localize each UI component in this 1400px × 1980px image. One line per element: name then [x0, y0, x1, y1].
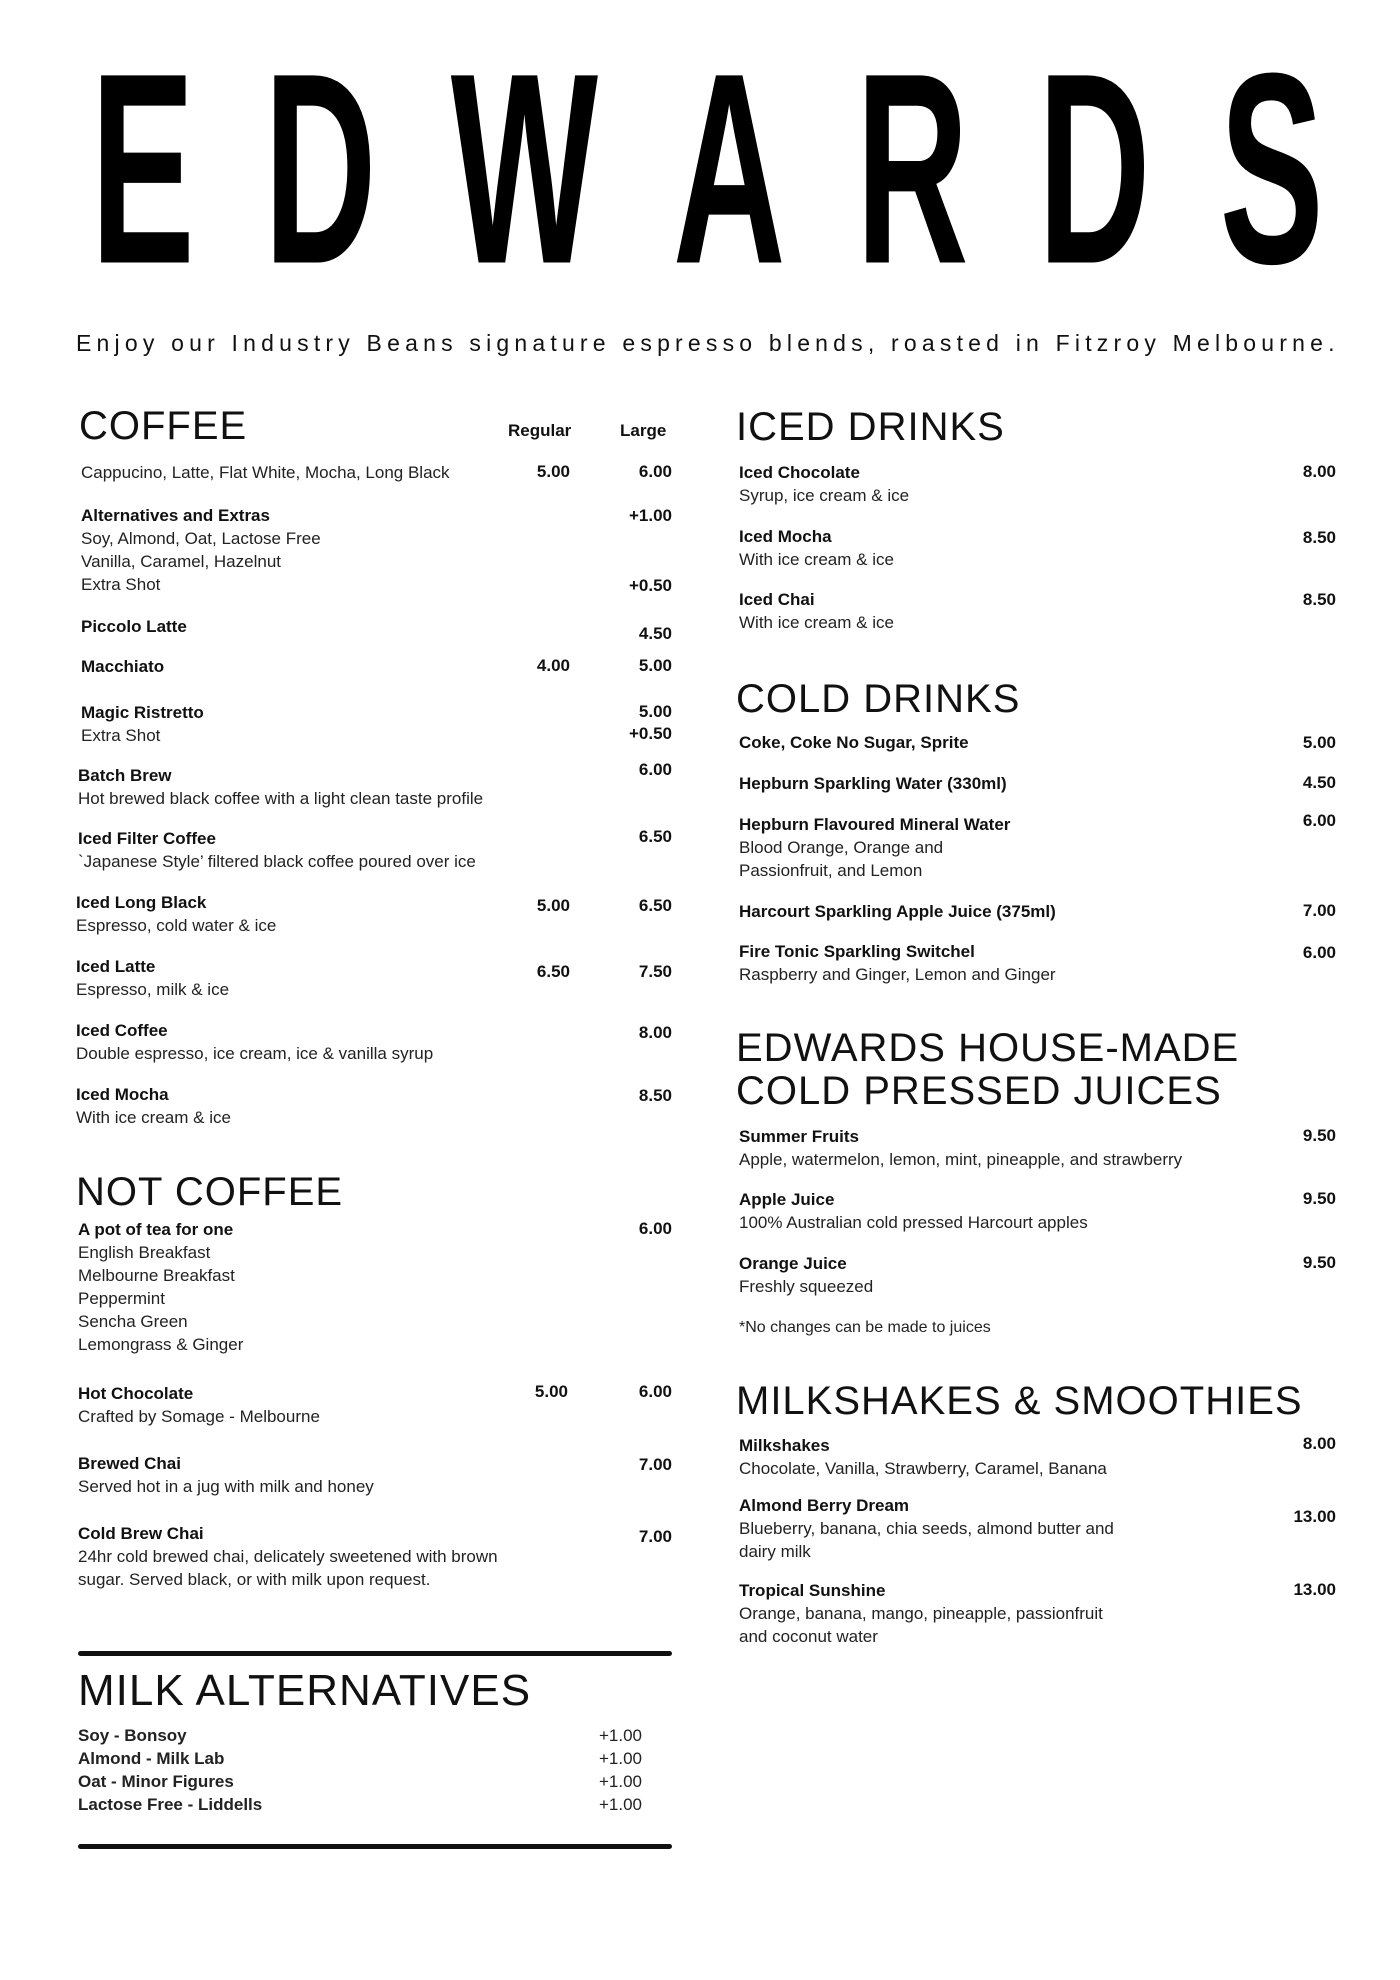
milkshakes-title: MILKSHAKES & SMOOTHIES: [736, 1379, 1303, 1423]
menu-item: [76, 1019, 433, 1065]
menu-item: [739, 461, 909, 507]
item-name: Hot Chocolate: [78, 1384, 194, 1403]
item-desc: Syrup, ice cream & ice: [739, 486, 910, 505]
item-desc: Hot brewed black coffee with a light clean taste profile: [78, 789, 484, 808]
item-name: Hepburn Sparkling Water (330ml): [739, 774, 1007, 793]
menu-item: [78, 1724, 262, 1816]
item-desc: Lemongrass & Ginger: [78, 1335, 244, 1354]
menu-item: [739, 1494, 1114, 1563]
item-name: Milkshakes: [739, 1436, 830, 1455]
item-desc: 24hr cold brewed chai, delicately sweetened with brown: [78, 1547, 498, 1566]
item-desc: dairy milk: [739, 1542, 811, 1561]
item-price: +1.00: [598, 1749, 642, 1768]
item-name: Iced Chocolate: [739, 463, 860, 482]
item-desc: Chocolate, Vanilla, Strawberry, Caramel, Banana: [739, 1459, 1107, 1478]
menu-item: [739, 1434, 1107, 1480]
price-regular: 5.00: [534, 1382, 568, 1401]
brand-letter: S: [1219, 17, 1324, 321]
item-name: Hepburn Flavoured Mineral Water: [739, 815, 1011, 834]
item-name: Oat - Minor Figures: [78, 1772, 234, 1791]
price-regular: 6.50: [536, 962, 570, 981]
item-desc: sugar. Served black, or with milk upon request.: [78, 1570, 431, 1589]
menu-item: [739, 731, 969, 754]
juices-note: *No changes can be made to juices: [739, 1319, 991, 1336]
tagline: Enjoy our Industry Beans signature espresso blends, roasted in Fitzroy Melbourne.: [76, 330, 1340, 356]
item-desc: With ice cream & ice: [739, 550, 894, 569]
price-large: 6.00: [638, 760, 672, 779]
item-price: 13.00: [1293, 1507, 1336, 1526]
price-large: +0.50: [628, 576, 672, 595]
item-desc: Served hot in a jug with milk and honey: [78, 1477, 374, 1496]
menu-item: [78, 827, 476, 873]
item-desc: Crafted by Somage - Melbourne: [78, 1407, 320, 1426]
item-name: Iced Mocha: [76, 1085, 169, 1104]
item-name: Lactose Free - Liddells: [78, 1795, 263, 1814]
item-desc: Passionfruit, and Lemon: [739, 861, 923, 880]
item-desc: Blood Orange, Orange and: [739, 838, 944, 857]
item-desc: Orange, banana, mango, pineapple, passionfruit: [739, 1604, 1103, 1623]
item-name: Iced Latte: [76, 957, 156, 976]
item-name: Cold Brew Chai: [78, 1524, 204, 1543]
item-name: Almond Berry Dream: [739, 1496, 910, 1515]
item-price: 7.00: [1302, 901, 1336, 920]
item-name: Summer Fruits: [739, 1127, 859, 1146]
menu-item: [739, 1252, 873, 1298]
menu-item: [78, 1522, 498, 1591]
item-name: Harcourt Sparkling Apple Juice (375ml): [739, 902, 1056, 921]
divider-rule: [78, 1651, 672, 1656]
divider-rule: [78, 1844, 672, 1849]
item-desc: Melbourne Breakfast: [78, 1266, 235, 1285]
iced-drinks-title: ICED DRINKS: [736, 405, 1005, 449]
item-desc: Raspberry and Ginger, Lemon and Ginger: [739, 965, 1056, 984]
menu-item: [78, 1382, 320, 1428]
brand-letter: W: [450, 17, 599, 321]
menu-item: [81, 504, 321, 596]
menu-item: [739, 1125, 1182, 1171]
item-name: Piccolo Latte: [81, 617, 187, 636]
menu-item: [78, 1218, 243, 1356]
col-head-large: Large: [620, 421, 667, 440]
item-desc: Apple, watermelon, lemon, mint, pineapple, and strawberry: [739, 1150, 1183, 1169]
item-price: 9.50: [1302, 1253, 1336, 1272]
item-price: 9.50: [1302, 1189, 1336, 1208]
item-name: Macchiato: [81, 657, 165, 676]
col-head-regular: Regular: [508, 421, 572, 440]
item-desc: 100% Australian cold pressed Harcourt apples: [739, 1213, 1088, 1232]
price-large: 8.50: [638, 1086, 672, 1105]
item-desc: Double espresso, ice cream, ice & vanilla syrup: [76, 1044, 434, 1063]
item-name: Alternatives and Extras: [81, 506, 270, 525]
item-price: 8.50: [1302, 528, 1336, 547]
not-coffee-title: NOT COFFEE: [76, 1170, 344, 1214]
price-regular: 5.00: [536, 462, 570, 481]
price-large: 6.50: [638, 896, 672, 915]
item-desc: Espresso, milk & ice: [76, 980, 230, 999]
item-price: 5.00: [1302, 733, 1336, 752]
price-large: 7.00: [638, 1455, 672, 1474]
menu-item: [739, 772, 1007, 795]
item-price: 6.00: [1302, 811, 1336, 830]
item-price: +1.00: [598, 1726, 642, 1745]
item-name: Brewed Chai: [78, 1454, 181, 1473]
item-desc: Extra Shot: [81, 575, 161, 594]
item-desc: With ice cream & ice: [739, 613, 894, 632]
price-large: 8.00: [638, 1023, 672, 1042]
item-desc: Cappucino, Latte, Flat White, Mocha, Long Black: [81, 463, 450, 482]
menu-item: [76, 955, 229, 1001]
item-name: Almond - Milk Lab: [78, 1749, 225, 1768]
item-name: Iced Coffee: [76, 1021, 168, 1040]
price-large: +1.00: [628, 506, 672, 525]
item-price: 8.50: [1302, 590, 1336, 609]
item-price: +1.00: [598, 1795, 642, 1814]
item-name: Soy - Bonsoy: [78, 1726, 187, 1745]
price-large: 6.00: [638, 1382, 672, 1401]
milk-alternatives-title: MILK ALTERNATIVES: [78, 1666, 532, 1715]
item-name: Orange Juice: [739, 1254, 847, 1273]
brand-wordmark: [76, 17, 1338, 321]
coffee-title: COFFEE: [79, 404, 248, 448]
item-desc: Blueberry, banana, chia seeds, almond butter and: [739, 1519, 1114, 1538]
menu-item: [78, 764, 483, 810]
item-price: 8.00: [1302, 1434, 1336, 1453]
item-name: Iced Mocha: [739, 527, 832, 546]
price-large: 6.50: [638, 827, 672, 846]
price-large: 6.00: [638, 462, 672, 481]
menu-item: [76, 1083, 231, 1129]
item-desc: Sencha Green: [78, 1312, 188, 1331]
item-name: Magic Ristretto: [81, 703, 204, 722]
menu-item: [81, 701, 204, 747]
price-large: 6.00: [638, 1219, 672, 1238]
menu-item: [81, 615, 187, 638]
juices-title-line2: COLD PRESSED JUICES: [736, 1069, 1222, 1113]
brand-letter: D: [263, 17, 377, 321]
item-name: Batch Brew: [78, 766, 172, 785]
item-name: Tropical Sunshine: [739, 1581, 886, 1600]
item-price: 4.50: [1302, 773, 1336, 792]
item-desc: Espresso, cold water & ice: [76, 916, 277, 935]
item-desc: Freshly squeezed: [739, 1277, 874, 1296]
item-name: A pot of tea for one: [78, 1220, 234, 1239]
price-large: 7.00: [638, 1527, 672, 1546]
item-price: 9.50: [1302, 1126, 1336, 1145]
item-name: Iced Chai: [739, 590, 815, 609]
item-desc: Peppermint: [78, 1289, 165, 1308]
menu-item: [739, 588, 894, 634]
menu-item: [739, 1579, 1103, 1648]
price-large: 5.00: [638, 702, 672, 721]
menu-item: [739, 813, 1010, 882]
item-price: 13.00: [1293, 1580, 1336, 1599]
item-name: Apple Juice: [739, 1190, 835, 1209]
menu-item: [739, 940, 1056, 986]
item-name: Iced Long Black: [76, 893, 207, 912]
price-regular: 4.00: [536, 656, 570, 675]
brand-letter: E: [90, 17, 195, 321]
brand-letter: D: [1037, 17, 1151, 321]
price-large: +0.50: [628, 724, 672, 743]
item-price: 6.00: [1302, 943, 1336, 962]
item-name: Coke, Coke No Sugar, Sprite: [739, 733, 969, 752]
menu-item: [81, 655, 164, 678]
item-desc: Extra Shot: [81, 726, 161, 745]
item-desc: `Japanese Style’ filtered black coffee poured over ice: [78, 852, 476, 871]
price-regular: 5.00: [536, 896, 570, 915]
juices-title-line1: EDWARDS HOUSE-MADE: [736, 1026, 1240, 1070]
menu-item: [76, 891, 276, 937]
item-name: Iced Filter Coffee: [78, 829, 216, 848]
price-large: 7.50: [638, 962, 672, 981]
price-large: 5.00: [638, 656, 672, 675]
brand-letter: A: [672, 17, 786, 321]
item-name: Fire Tonic Sparkling Switchel: [739, 942, 975, 961]
cold-drinks-title: COLD DRINKS: [736, 677, 1021, 721]
menu-item: [78, 1452, 374, 1498]
item-price: 8.00: [1302, 462, 1336, 481]
menu-item: [739, 900, 1056, 923]
menu-item: [739, 1188, 1088, 1234]
item-desc: English Breakfast: [78, 1243, 211, 1262]
item-desc: With ice cream & ice: [76, 1108, 231, 1127]
menu-item: [81, 461, 450, 484]
item-price: +1.00: [598, 1772, 642, 1791]
brand-letter: R: [855, 17, 969, 321]
price-list: [590, 1724, 642, 1816]
menu-item: [739, 525, 894, 571]
item-desc: Vanilla, Caramel, Hazelnut: [81, 552, 281, 571]
price-large: 4.50: [638, 624, 672, 643]
item-desc: Soy, Almond, Oat, Lactose Free: [81, 529, 321, 548]
item-desc: and coconut water: [739, 1627, 878, 1646]
